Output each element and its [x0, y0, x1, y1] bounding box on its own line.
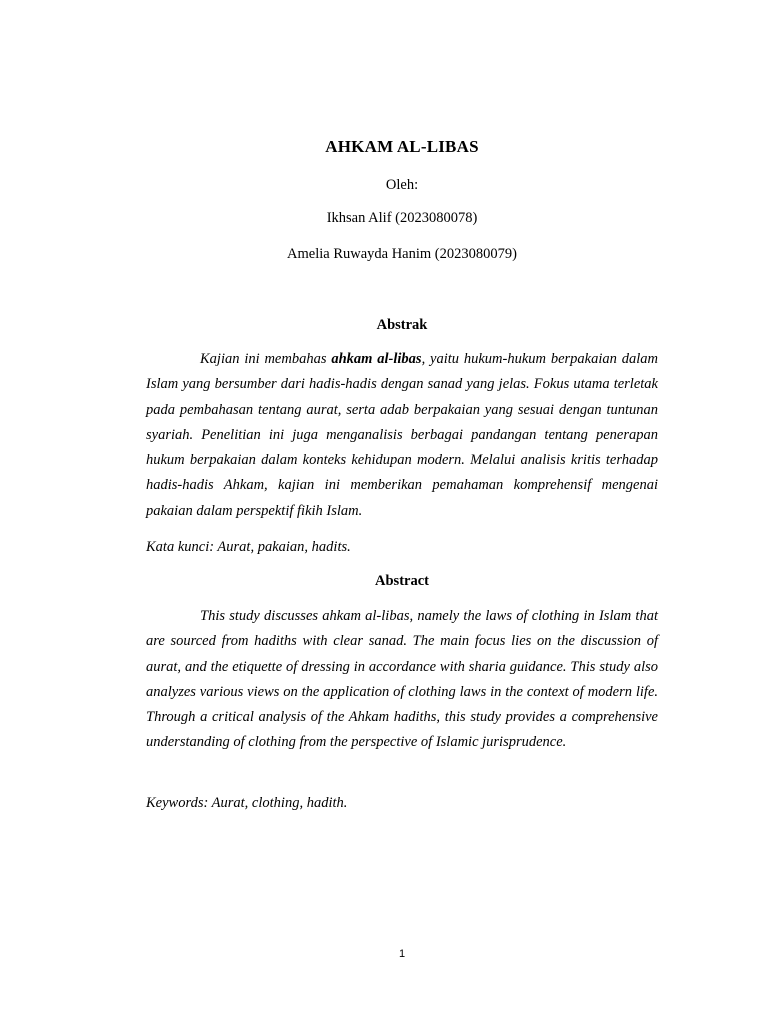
by-label: Oleh: [385, 177, 419, 193]
abstrak-text-start: Kajian ini membahas [200, 351, 332, 367]
document-title: AHKAM AL-LIBAS [325, 137, 479, 156]
abstrak-text-rest: , yaitu hukum-hukum berpakaian dalam Islam yang bersumber dari hadis-hadis dengan sanad yang jelas. Fokus utama terletak pada pembahasan tentang aurat, serta adab berpakaian yang sesuai dengan tuntunan syariah. Penelitian ini juga menganalisis berbagai pandangan tentang penerapan hukum berpakaian dalam konteks kehidupan modern. Melalui analisis kritis terhadap hadis-hadis Ahkam, kajian ini memberikan pemahaman komprehensif mengenai pakaian dalam perspektif fikih Islam. [146, 351, 658, 519]
abstract-paragraph: This study discusses ahkam al-libas, namely the laws of clothing in Islam that are sourced from hadiths with clear sanad. The main focus lies on the discussion of aurat, and the etiquette of dressing in accordance with sharia guidance. This study also analyzes various views on the application of clothing laws in the context of modern life. Through a critical analysis of the Ahkam hadiths, this study provides a comprehensive understanding of clothing from the perspective of Islamic jurisprudence. [146, 608, 658, 751]
page-number: 1 [398, 948, 406, 960]
author-2: Amelia Ruwayda Hanim (2023080079) [287, 246, 517, 262]
abstract-heading: Abstract [375, 573, 429, 589]
abstract-keywords: Keywords: Aurat, clothing, hadith. [146, 795, 348, 811]
abstrak-keywords: Kata kunci: Aurat, pakaian, hadits. [146, 539, 351, 555]
author-1: Ikhsan Alif (2023080078) [326, 210, 478, 226]
abstrak-term-bold: ahkam al-libas [331, 351, 422, 367]
abstrak-heading: Abstrak [376, 317, 428, 333]
abstrak-paragraph [146, 347, 658, 524]
